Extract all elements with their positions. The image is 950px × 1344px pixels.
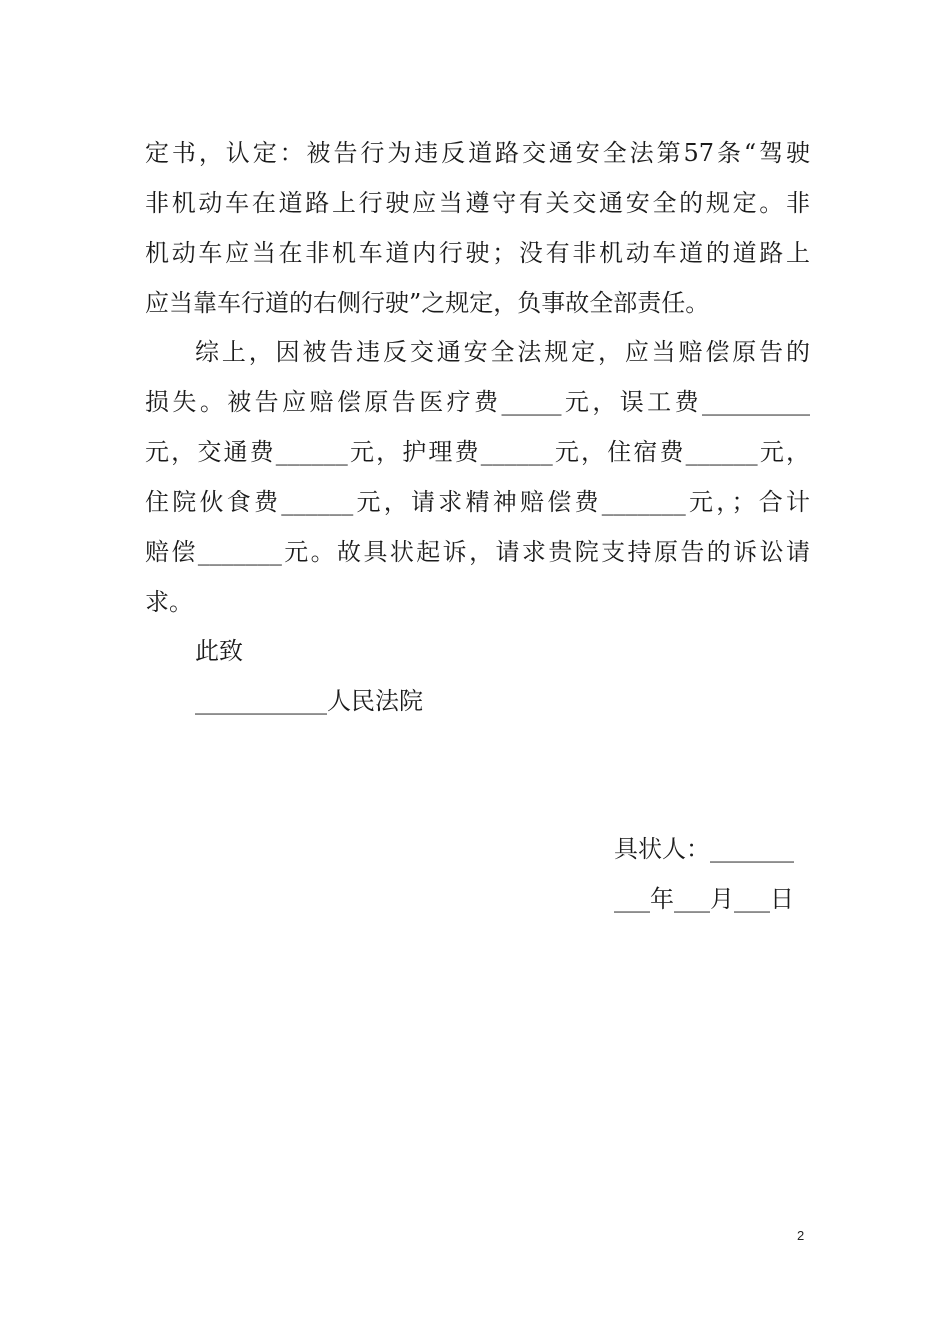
- paragraph-line: 非机动车在道路上行驶应当遵守有关交通安全的规定。非: [145, 189, 810, 217]
- paragraph-line: 综上，因被告违反交通安全法规定，应当赔偿原告的: [195, 338, 810, 366]
- paragraph-line: 元，交通费______元，护理费______元，住宿费______元，: [145, 438, 810, 466]
- page-number: 2: [797, 1228, 805, 1243]
- paragraph-line: 求。: [145, 588, 193, 616]
- paragraph-line: 机动车应当在非机车道内行驶；没有非机动车道的道路上: [145, 239, 810, 267]
- date-line: ___年___月___日: [614, 885, 794, 913]
- paragraph-line: 应当靠车行道的右侧行驶”之规定，负事故全部责任。: [145, 289, 710, 317]
- salutation: 此致: [195, 637, 243, 665]
- paragraph-line: 定书，认定：被告行为违反道路交通安全法第57条“驾驶: [145, 139, 810, 167]
- court-name: ___________人民法院: [195, 687, 423, 715]
- paragraph-line: 赔偿_______元。故具状起诉，请求贵院支持原告的诉讼请: [145, 538, 810, 566]
- paragraph-line: 住院伙食费______元，请求精神赔偿费_______元，；合计: [145, 488, 810, 516]
- paragraph-line: 损失。被告应赔偿原告医疗费_____元，误工费_________: [145, 388, 810, 416]
- signature-line: 具状人：_______: [614, 835, 794, 863]
